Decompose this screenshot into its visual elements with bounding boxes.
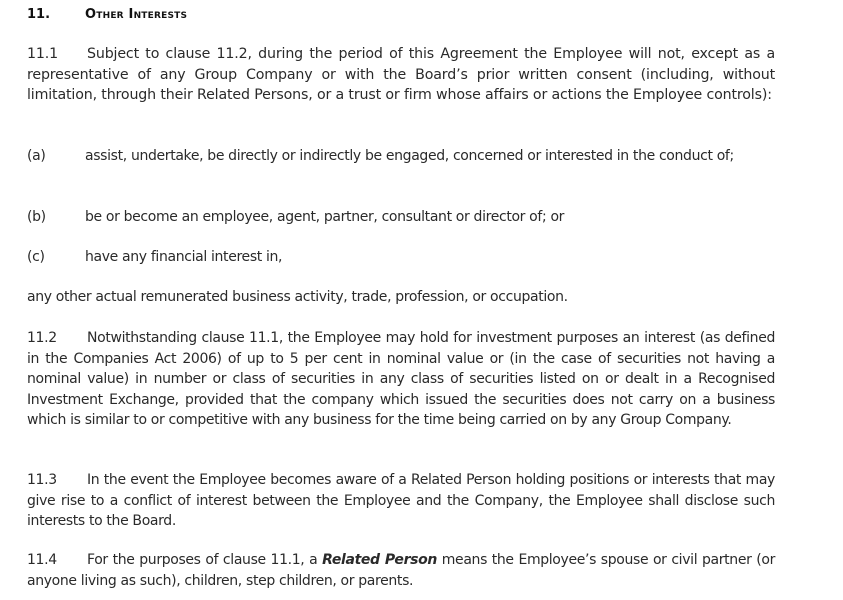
clause-number: 11.2 (27, 330, 57, 346)
item-label: (c) (27, 249, 45, 265)
clause-number: 11.3 (27, 472, 57, 488)
clause-11-2 (27, 328, 775, 431)
item-text: be or become an employee, agent, partner, consultant or director of; or (85, 209, 565, 225)
clause-11-1 (27, 44, 775, 106)
clause-text-before: For the purposes of clause 11.1, a (87, 552, 323, 568)
clause-11-1-tail (27, 287, 787, 307)
clause-11-3 (27, 470, 775, 532)
tail-text: any other actual remunerated business activity, trade, profession, or occupation. (27, 289, 568, 305)
item-text: have any financial interest in, (85, 249, 283, 265)
item-text: assist, undertake, be directly or indirectly be engaged, concerned or interested in the conduct of; (85, 148, 734, 164)
section-number: 11. (27, 7, 51, 22)
clause-number: 11.1 (27, 46, 58, 62)
clause-text: Notwithstanding clause 11.1, the Employee may hold for investment purposes an interest (as defined in the Companies Act 2006) of up to 5 per cent in nominal value or (in the case of securities not having a nominal value) in number or class of securities in any class of securities listed on or dealt in a Recognised Investment Exchange, provided that the company which issued the securities does not carry on a business which is similar to or competitive with any business for the time being carried on by any Group Company. (27, 330, 775, 428)
section-title: Other Interests (85, 7, 188, 22)
clause-text: In the event the Employee becomes aware of a Related Person holding positions or interests that may give rise to a conflict of interest between the Employee and the Company, the Employee shall disclose such interests to the Board. (27, 472, 775, 529)
clause-text-after: means the Employee’s spouse or civil partner (or anyone living as such), children, step children, or parents. (27, 552, 775, 589)
defined-term: Related Person (322, 552, 438, 568)
clause-11-4 (27, 550, 775, 591)
clause-text: Subject to clause 11.2, during the period of this Agreement the Employee will not, except as a representative of any Group Company or with the Board’s prior written consent (including, without limitation, through their Related Persons, or a trust or firm whose affairs or actions the Employee controls): (27, 46, 775, 103)
section-heading (27, 7, 187, 22)
item-label: (a) (27, 148, 46, 164)
clause-number: 11.4 (27, 552, 57, 568)
item-label: (b) (27, 209, 46, 225)
